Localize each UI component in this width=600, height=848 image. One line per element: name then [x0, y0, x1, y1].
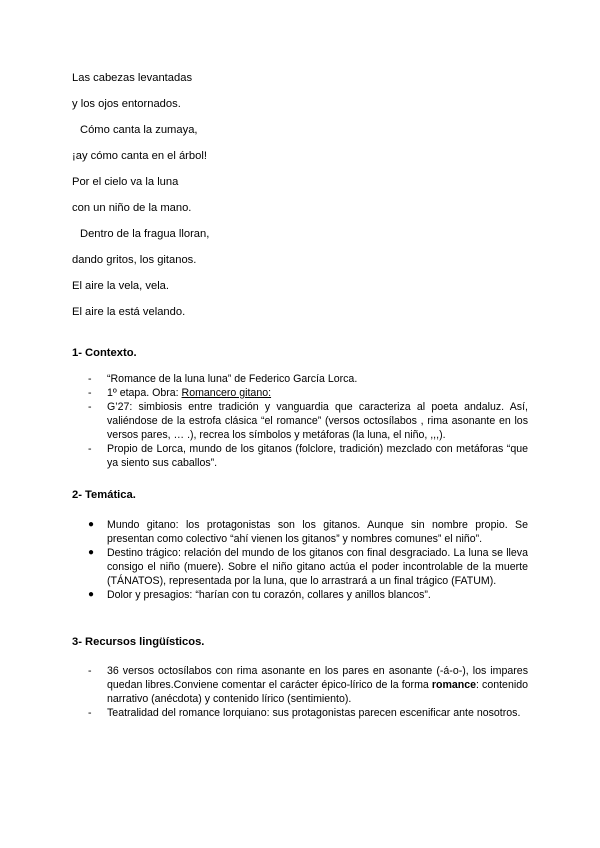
list-item	[72, 442, 528, 470]
poem-line: Las cabezas levantadas	[72, 72, 193, 84]
poem-line: El aire la está velando.	[72, 306, 186, 318]
poem-line: El aire la vela, vela.	[72, 280, 170, 292]
dash-marker	[88, 664, 100, 678]
bullet-icon: ●	[88, 519, 95, 530]
list-item-text: 36 versos octosílabos con rima asonante en los pares en asonante (-á-o-), los impares quedan libres.Conviene comentar el carácter épico-lírico de la forma	[107, 665, 528, 691]
list-item-text: Dolor y presagios: “harían con tu corazón, collares y anillos blancos”.	[107, 589, 431, 601]
list-item-text: Mundo gitano: los protagonistas son los gitanos. Aunque sin nombre propio. Se presentan como colectivo “ahí vienen los gitanos” y nombres comunes” el niño”.	[107, 519, 528, 545]
list-item	[72, 664, 528, 706]
dash-marker	[88, 400, 100, 414]
poem-line: con un niño de la mano.	[72, 202, 192, 214]
poem-line: dando gritos, los gitanos.	[72, 254, 197, 266]
poem-line: Por el cielo va la luna	[72, 176, 179, 188]
list-item-text: Teatralidad del romance lorquiano: sus protagonistas parecen escenificar ante nosotros.	[107, 707, 521, 719]
poem	[72, 71, 532, 331]
section-heading-tematica: 2- Temática.	[72, 489, 136, 501]
dash-marker	[88, 386, 100, 400]
poem-line: Dentro de la fragua lloran,	[80, 228, 210, 240]
list-item-text: G’27: simbiosis entre tradición y vanguardia que caracteriza al poeta andaluz. Así, valiéndose de la estrofa clásica “el romance” (versos octosílabos , rima asonante en los versos pares, … .), recrea los símbolos y metáforas (la luna, el niño, ,,,).	[107, 401, 528, 441]
section-list-contexto	[72, 372, 528, 470]
dash-marker	[88, 442, 100, 456]
poem-line: ¡ay cómo canta en el árbol!	[72, 150, 207, 162]
list-item-text: Propio de Lorca, mundo de los gitanos (folclore, tradición) mezclado con metáforas “que ya siento sus caballos”.	[107, 443, 528, 469]
bold-term: romance	[431, 679, 477, 691]
list-item-text: 1º etapa. Obra:	[107, 387, 182, 399]
list-item	[72, 386, 528, 400]
list-item	[72, 588, 528, 602]
poem-line: Cómo canta la zumaya,	[80, 124, 198, 136]
list-item	[72, 546, 528, 588]
list-item	[72, 372, 528, 386]
bullet-icon: ●	[88, 589, 95, 600]
section-list-tematica	[72, 518, 528, 602]
list-item-text: : contenido narrativo (anécdota) y contenido lírico (sentimiento).	[107, 679, 528, 705]
list-item	[72, 518, 528, 546]
poem-line: y los ojos entornados.	[72, 98, 181, 110]
section-list-recursos	[72, 664, 528, 720]
work-title-link: Romancero gitano:	[181, 387, 272, 399]
list-item-text: “Romance de la luna luna” de Federico García Lorca.	[107, 373, 358, 385]
list-item	[72, 400, 528, 442]
section-heading-contexto: 1- Contexto.	[72, 347, 137, 359]
list-item-text: Destino trágico: relación del mundo de los gitanos con final desgraciado. La luna se lleva consigo el niño (muere). Sobre el niño gitano actúa el poder incontrolable de la muerte (TÁNATOS), representada por la luna, que lo arrastrará a un final trágico (FATUM).	[107, 547, 528, 587]
list-item	[72, 706, 528, 720]
dash-marker	[88, 706, 100, 720]
bullet-icon: ●	[88, 547, 95, 558]
dash-marker	[88, 372, 100, 386]
section-heading-recursos: 3- Recursos lingüísticos.	[72, 636, 205, 648]
